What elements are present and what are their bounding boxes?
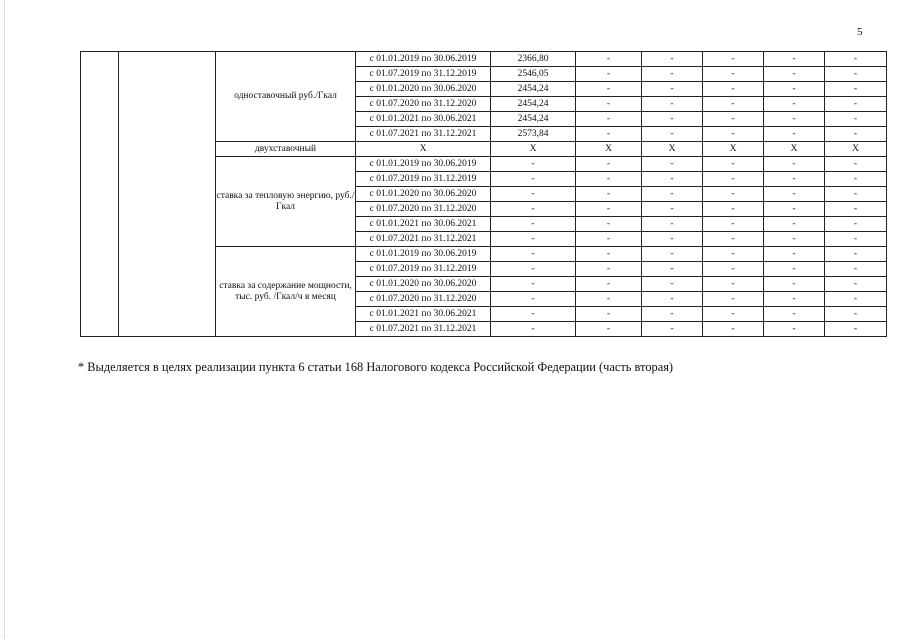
value-cell: - [703,127,764,142]
value-cell: Х [491,142,576,157]
value-cell: 2546,05 [491,67,576,82]
value-cell: - [764,292,825,307]
value-cell: - [764,172,825,187]
value-cell: - [491,217,576,232]
value-cell: - [825,187,887,202]
value-cell: - [576,217,642,232]
value-cell: - [825,202,887,217]
value-cell: Х [764,142,825,157]
value-cell: - [825,127,887,142]
footnote: * Выделяется в целях реализации пункта 6 статьи 168 Налогового кодекса Российской Федерации (часть вторая) [78,360,674,374]
value-cell: - [576,277,642,292]
value-cell: - [703,67,764,82]
value-cell: - [642,277,703,292]
value-cell: - [825,307,887,322]
value-cell: - [642,97,703,112]
value-cell: - [491,202,576,217]
period-cell: с 01.01.2021 по 30.06.2021 [356,307,491,322]
value-cell: - [764,232,825,247]
period-cell: с 01.07.2021 по 31.12.2021 [356,232,491,247]
page-edge [4,0,5,639]
value-cell: - [642,202,703,217]
period-cell: с 01.07.2020 по 31.12.2020 [356,202,491,217]
value-cell: - [703,187,764,202]
value-cell: - [576,187,642,202]
value-cell: - [764,127,825,142]
value-cell: - [576,292,642,307]
value-cell: - [764,202,825,217]
value-cell: - [491,172,576,187]
value-cell: - [825,82,887,97]
value-cell: - [703,277,764,292]
value-cell: - [576,52,642,67]
value-cell: - [642,292,703,307]
value-cell: - [764,307,825,322]
value-cell: - [764,277,825,292]
tariff-table [80,51,887,337]
value-cell: Х [576,142,642,157]
value-cell: - [642,52,703,67]
value-cell: - [703,112,764,127]
period-cell: с 01.07.2020 по 31.12.2020 [356,292,491,307]
value-cell: Х [825,142,887,157]
value-cell: - [576,322,642,337]
period-cell: с 01.01.2019 по 30.06.2019 [356,247,491,262]
value-cell: - [642,247,703,262]
period-cell: с 01.01.2020 по 30.06.2020 [356,277,491,292]
value-cell: 2454,24 [491,82,576,97]
value-cell: - [825,277,887,292]
period-cell: с 01.01.2021 по 30.06.2021 [356,112,491,127]
value-cell: - [764,187,825,202]
blank-column-2 [119,52,216,337]
value-cell: Х [642,142,703,157]
value-cell: - [825,322,887,337]
value-cell: - [576,247,642,262]
value-cell: - [642,187,703,202]
value-cell: - [576,127,642,142]
value-cell: - [825,112,887,127]
period-cell: с 01.07.2019 по 31.12.2019 [356,172,491,187]
tariff-type-label: двухставочный [216,142,356,157]
value-cell: - [642,82,703,97]
value-cell: - [703,247,764,262]
value-cell: - [703,262,764,277]
value-cell: - [491,157,576,172]
blank-column-1 [81,52,119,337]
value-cell: - [825,247,887,262]
value-cell: - [703,157,764,172]
value-cell: - [491,322,576,337]
value-cell: 2366,80 [491,52,576,67]
tariff-table-body [81,52,887,337]
period-cell: с 01.01.2019 по 30.06.2019 [356,52,491,67]
value-cell: - [764,52,825,67]
value-cell: - [576,82,642,97]
value-cell: - [576,97,642,112]
value-cell: - [703,217,764,232]
value-cell: - [642,127,703,142]
value-cell: - [825,217,887,232]
value-cell: - [576,112,642,127]
value-cell: - [491,277,576,292]
value-cell: - [576,307,642,322]
value-cell: - [642,307,703,322]
value-cell: - [703,82,764,97]
value-cell: - [491,307,576,322]
value-cell: - [825,292,887,307]
value-cell: - [825,52,887,67]
value-cell: - [642,172,703,187]
value-cell: - [703,307,764,322]
value-cell: - [825,262,887,277]
value-cell: - [703,97,764,112]
value-cell: - [576,232,642,247]
value-cell: - [491,262,576,277]
value-cell: - [825,172,887,187]
value-cell: - [576,202,642,217]
value-cell: - [491,232,576,247]
value-cell: - [764,82,825,97]
value-cell: - [491,292,576,307]
period-cell: с 01.01.2020 по 30.06.2020 [356,187,491,202]
value-cell: - [764,112,825,127]
value-cell: - [764,97,825,112]
tariff-type-label: одноставочный руб./Гкал [216,52,356,142]
value-cell: - [825,232,887,247]
value-cell: - [703,322,764,337]
period-cell: Х [356,142,491,157]
value-cell: Х [703,142,764,157]
value-cell: 2454,24 [491,97,576,112]
value-cell: - [576,262,642,277]
period-cell: с 01.07.2021 по 31.12.2021 [356,322,491,337]
value-cell: - [764,247,825,262]
period-cell: с 01.07.2020 по 31.12.2020 [356,97,491,112]
value-cell: - [642,217,703,232]
value-cell: - [642,112,703,127]
table-row [81,52,887,67]
value-cell: - [576,157,642,172]
value-cell: - [703,172,764,187]
period-cell: с 01.01.2021 по 30.06.2021 [356,217,491,232]
period-cell: с 01.07.2021 по 31.12.2021 [356,127,491,142]
value-cell: - [642,157,703,172]
value-cell: - [703,232,764,247]
value-cell: - [642,262,703,277]
value-cell: - [764,157,825,172]
tariff-type-label: ставка за тепловую энергию, руб./Гкал [216,157,356,247]
value-cell: - [764,67,825,82]
value-cell: 2454,24 [491,112,576,127]
value-cell: - [703,202,764,217]
value-cell: - [642,67,703,82]
value-cell: - [764,217,825,232]
value-cell: - [825,97,887,112]
period-cell: с 01.01.2019 по 30.06.2019 [356,157,491,172]
period-cell: с 01.07.2019 по 31.12.2019 [356,262,491,277]
value-cell: 2573,84 [491,127,576,142]
value-cell: - [491,247,576,262]
value-cell: - [642,322,703,337]
value-cell: - [576,172,642,187]
value-cell: - [764,262,825,277]
value-cell: - [576,67,642,82]
value-cell: - [764,322,825,337]
page-number: 5 [857,26,863,38]
value-cell: - [825,67,887,82]
value-cell: - [642,232,703,247]
period-cell: с 01.01.2020 по 30.06.2020 [356,82,491,97]
value-cell: - [703,292,764,307]
value-cell: - [491,187,576,202]
value-cell: - [825,157,887,172]
period-cell: с 01.07.2019 по 31.12.2019 [356,67,491,82]
tariff-type-label: ставка за содержание мощности, тыс. руб. /Гкал/ч в месяц [216,247,356,337]
value-cell: - [703,52,764,67]
